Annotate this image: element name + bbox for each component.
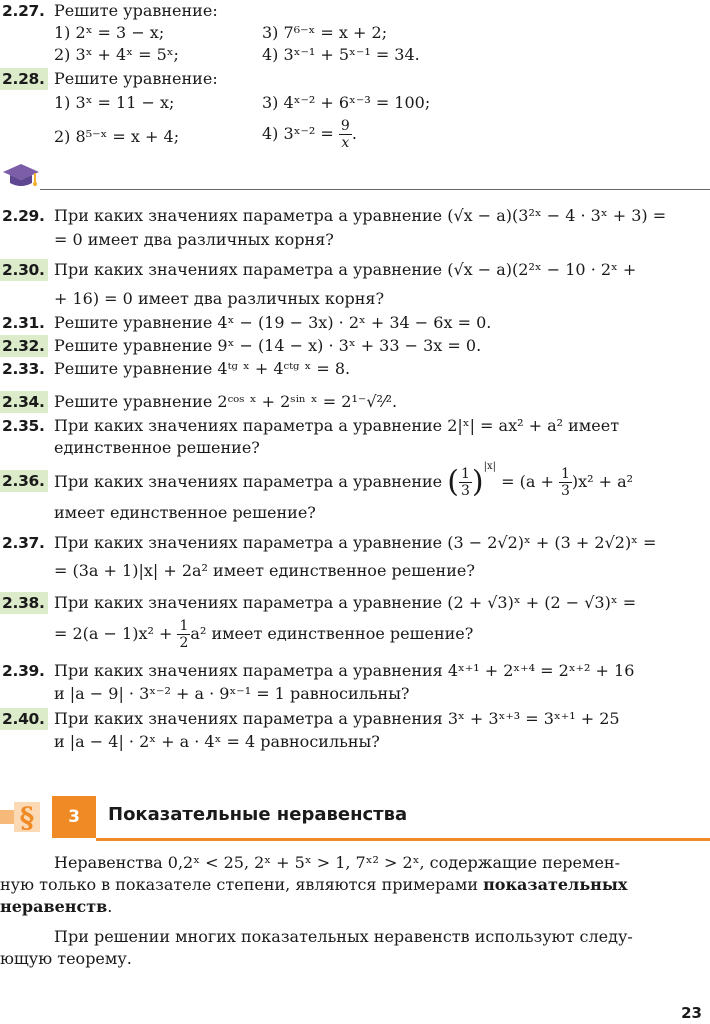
problem-text: Решите уравнение 2ᶜᵒˢ ˣ + 2ˢⁱⁿ ˣ = 2¹⁻√²⁄². [54,392,398,411]
equation-item: 3) 4ˣ⁻² + 6ˣ⁻³ = 100; [262,93,431,112]
problem-text: При каких значениях параметра a уравнение (√x − a)(2²ˣ − 10 · 2ˣ + [54,260,637,279]
problem-text: При каких значениях параметра a уравнение (√x − a)(3²ˣ − 4 · 3ˣ + 3) = [54,206,667,225]
equation-item: 2) 3ˣ + 4ˣ = 5ˣ; [54,45,179,64]
denominator: 3 [560,483,570,499]
equation-item: 3) 7⁶⁻ˣ = x + 2; [262,23,388,42]
section-title: Показательные неравенства [108,804,408,825]
problem-text: и |a − 9| · 3ˣ⁻² + a · 9ˣ⁻¹ = 1 равносильны? [54,684,410,703]
problem-text: При каких значениях параметра a уравнение (3 − 2√2)ˣ + (3 + 2√2)ˣ = [54,533,657,552]
problem-number: 2.37. [2,534,45,552]
problem-text: При каких значениях параметра a уравнение (2 + √3)ˣ + (2 − √3)ˣ = [54,593,637,612]
paragraph-line [0,874,710,896]
denominator: 2 [179,635,189,651]
denominator: 3 [460,483,470,499]
term-bold: показательных [483,875,628,894]
section-number: 3 [52,796,96,838]
problem-text: Решите уравнение 4ᵗᵍ ˣ + 4ᶜᵗᵍ ˣ = 8. [54,359,351,378]
problem-text: Решите уравнение 9ˣ − (14 − x) · 3ˣ + 33 − 3x = 0. [54,336,482,355]
problem-text: имеет единственное решение? [54,503,316,522]
paren: ) [471,464,484,500]
problem-number: 2.27. [2,2,45,20]
problem-text: = 0 имеет два различных корня? [54,230,334,249]
graduation-cap-icon [2,160,40,190]
equation-text: 4) 3ˣ⁻² = [262,124,334,143]
section-sign-icon [0,796,52,838]
paragraph-text: . [107,897,113,916]
problem-text: + 16) = 0 имеет два различных корня? [54,289,385,308]
fraction [559,466,572,499]
problem-text [54,460,633,505]
paragraph-line: Неравенства 0,2ˣ < 25, 2ˣ + 5ˣ > 1, 7ˣ² > 2ˣ, содержащие перемен- [54,853,620,872]
page-number: 23 [681,1004,702,1022]
equation-item: 4) 3ˣ⁻² = $\frac{9}{x}$ . [262,118,357,151]
equation-item: 1) 3ˣ = 11 − x; [54,93,175,112]
section-divider [40,189,710,190]
problem-text: = (3a + 1)|x| + 2a² имеет единственное решение? [54,561,475,580]
paragraph-line: При решении многих показательных неравенств используют следу- [54,927,633,946]
problem-number: 2.40. [0,708,48,730]
paragraph-line [0,896,710,918]
equation-item: 4) 3ˣ⁻¹ + 5ˣ⁻¹ = 34. [262,45,420,64]
problem-number: 2.36. [0,470,48,492]
svg-text:§: § [19,801,35,834]
problem-text: При каких значениях параметра a уравнение 2|ˣ| = ax² + a² имеет [54,416,620,435]
problem-text: единственное решение? [54,438,260,457]
problem-number: 2.33. [2,360,45,378]
problem-text: и |a − 4| · 2ˣ + a · 4ˣ = 4 равносильны? [54,732,380,751]
problem-text-part: = (a + [501,472,554,491]
problem-text: Решите уравнение 4ˣ − (19 − 3x) · 2ˣ + 34 − 6x = 0. [54,313,492,332]
paragraph-text: ную только в показателе степени, являются примерами [0,875,484,894]
exponent: |x| [483,461,496,472]
problem-number: 2.35. [2,417,45,435]
equation-item: 2) 8⁵⁻ˣ = x + 4; [54,127,180,146]
numerator: 1 [560,466,570,482]
problem-number: 2.29. [2,207,45,225]
problem-title: Решите уравнение: [54,69,218,88]
problem-number: 2.28. [0,68,48,90]
paren: ( [447,464,459,500]
problem-number: 2.39. [2,662,45,680]
problem-text: При каких значениях параметра a уравнения 4ˣ⁺¹ + 2ˣ⁺⁴ = 2ˣ⁺² + 16 [54,661,635,680]
problem-number: 2.38. [0,592,48,614]
paragraph [0,926,710,970]
problem-number: 2.30. [0,259,48,281]
numerator: 1 [460,466,470,482]
paragraph [0,852,710,918]
problem-text [54,616,473,652]
numerator: 9 [340,118,350,134]
fraction [177,618,190,651]
problem-text-part: )x² + a² [571,472,634,491]
equation-item: 1) 2ˣ = 3 − x; [54,23,165,42]
fraction [459,466,472,499]
problem-number: 2.34. [0,391,48,413]
problem-number: 2.32. [0,335,48,357]
numerator: 1 [179,618,189,634]
problem-number: 2.31. [2,314,45,332]
fraction [339,118,352,151]
problem-text-part: a² имеет единственное решение? [190,624,474,643]
paragraph-line: ющую теорему. [0,949,132,968]
problem-text-part: = 2(a − 1)x² + [54,624,173,643]
section-underline [96,838,710,841]
problem-text-part: При каких значениях параметра a уравнение [54,472,443,491]
problem-text: При каких значениях параметра a уравнения 3ˣ + 3ˣ⁺³ = 3ˣ⁺¹ + 25 [54,709,620,728]
term-bold: неравенств [0,897,108,916]
denominator: x [341,135,350,151]
problem-title: Решите уравнение: [54,1,218,20]
